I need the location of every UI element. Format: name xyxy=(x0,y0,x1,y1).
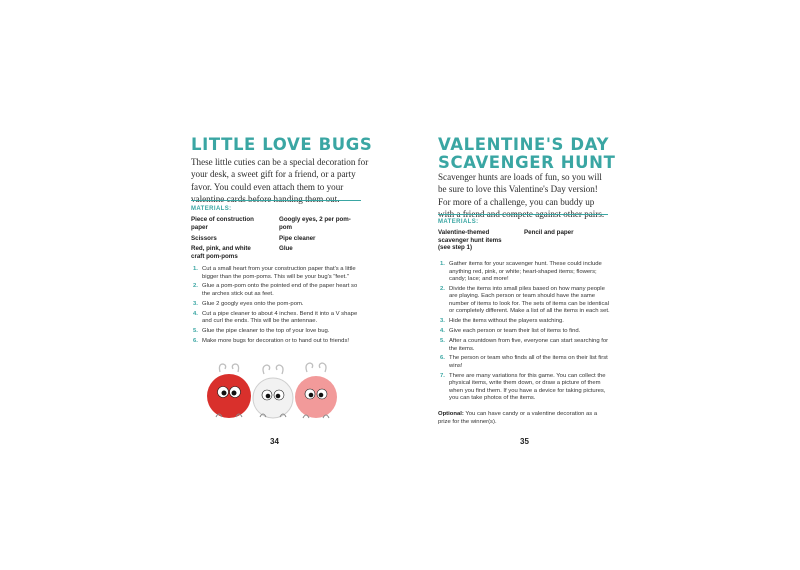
step-item xyxy=(440,373,610,403)
material-item: Scissors xyxy=(191,235,217,242)
step-item xyxy=(193,311,363,326)
step-number: 5. xyxy=(193,328,198,335)
step-text: Glue the pipe cleaner to the top of your love bug. xyxy=(202,328,330,335)
love-bugs-illustration xyxy=(206,358,342,428)
material-item: Pipe cleaner xyxy=(279,235,316,242)
step-text: After a countdown from five, everyone can start searching for the items. xyxy=(449,338,609,352)
title-line-1: VALENTINE'S DAY xyxy=(438,135,610,154)
step-number: 6. xyxy=(193,337,198,344)
section-divider xyxy=(191,200,361,201)
step-text: Cut a pipe cleaner to about 4 inches. Bend it into a V shape and curl the ends. This will be the antennae. xyxy=(202,310,358,325)
step-item xyxy=(193,266,363,281)
material-item: Glue xyxy=(279,245,293,252)
material-item: Piece of construction paper xyxy=(191,216,254,231)
step-item xyxy=(193,328,363,336)
material-item: Googly eyes, 2 per pom-pom xyxy=(279,216,351,231)
step-number: 4. xyxy=(193,310,198,317)
red-pom-pom-bug xyxy=(207,364,251,418)
optional-text: You can have candy or a valentine decoration as a prize for the winner(s). xyxy=(438,411,598,425)
material-item: Pencil and paper xyxy=(524,229,574,236)
step-text: The person or team who finds all of the items on their list first wins! xyxy=(449,355,608,369)
step-item xyxy=(440,286,610,316)
step-text: Cut a small heart from your construction paper that's a little bigger than the pom-poms. This will be your bug's "feet." xyxy=(202,266,356,280)
step-number: 1. xyxy=(193,266,198,272)
step-text: Divide the items into small piles based on how many people are playing. Each person or team should have the same number of items to look for. The sets of items can be identical or completely different. Make a list of all the items in each set. xyxy=(449,285,610,315)
material-item: Valentine-themed scavenger hunt items (see step 1) xyxy=(438,229,502,252)
page-number: 34 xyxy=(270,437,279,446)
step-text: Give each person or team their list of items to find. xyxy=(449,328,581,335)
step-number: 6. xyxy=(440,355,445,362)
right-page xyxy=(400,0,800,570)
step-item xyxy=(193,283,363,298)
step-item xyxy=(440,261,610,284)
step-number: 7. xyxy=(440,372,445,379)
step-text: There are many variations for this game. You can collect the physical items, write them down, or draw a picture of them when you find them. If you have a device for taking pictures, you can take photos of the items. xyxy=(449,372,606,402)
step-item xyxy=(440,355,610,370)
step-item xyxy=(193,338,363,346)
step-number: 1. xyxy=(440,261,445,267)
pink-pom-pom-bug xyxy=(295,363,337,418)
intro-paragraph: These little cuties can be a special decoration for your desk, a sweet gift for a friend, or a party favor. You could even attach them to your valentine cards before handing them out. xyxy=(191,157,369,205)
step-number: 3. xyxy=(193,300,198,307)
step-text: Glue 2 googly eyes onto the pom-pom. xyxy=(202,300,304,307)
title-line-2: SCAVENGER HUNT xyxy=(438,153,616,172)
step-number: 2. xyxy=(193,283,198,290)
page-title: LITTLE LOVE BUGS xyxy=(191,135,373,154)
step-text: Hide the items without the players watching. xyxy=(449,318,564,325)
materials-label: MATERIALS: xyxy=(438,219,479,225)
intro-paragraph: Scavenger hunts are loads of fun, so you will be sure to love this Valentine's Day version! For more of a challenge, you can buddy up with a friend and compete against other pairs. xyxy=(438,172,605,220)
step-item xyxy=(193,301,363,309)
step-number: 3. xyxy=(440,318,445,325)
material-item: Red, pink, and white craft pom-poms xyxy=(191,245,251,260)
page-title xyxy=(438,136,658,172)
optional-label: Optional: xyxy=(438,411,464,417)
step-number: 2. xyxy=(440,285,445,292)
step-number: 5. xyxy=(440,338,445,345)
optional-note xyxy=(438,411,610,426)
white-pom-pom-bug xyxy=(253,365,293,418)
step-item xyxy=(440,338,610,353)
step-item xyxy=(440,318,610,326)
materials-label: MATERIALS: xyxy=(191,206,232,212)
step-item xyxy=(440,328,610,336)
step-text: Glue a pom-pom onto the pointed end of the paper heart so the arches stick out as feet. xyxy=(202,283,358,297)
instruction-steps xyxy=(193,266,363,348)
section-divider xyxy=(438,214,608,215)
step-text: Gather items for your scavenger hunt. These could include anything red, pink, or white; heart-shaped items; flowers; candy; lace; and more! xyxy=(449,261,602,282)
page-number: 35 xyxy=(520,437,529,446)
step-number: 4. xyxy=(440,328,445,335)
step-text: Make more bugs for decoration or to hand out to friends! xyxy=(202,337,350,344)
instruction-steps xyxy=(440,261,610,405)
